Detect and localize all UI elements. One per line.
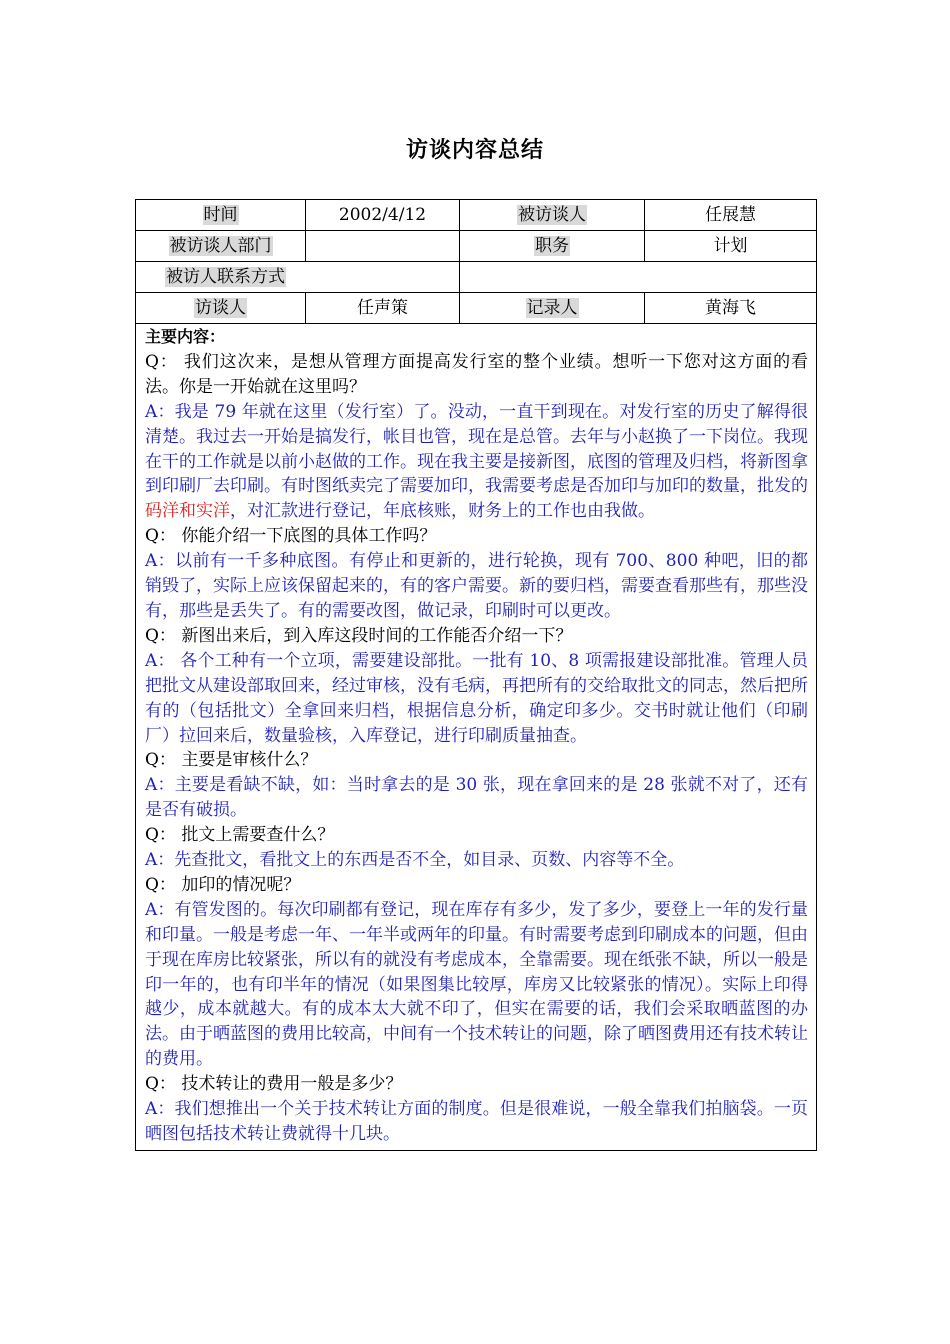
time-value: 2002/4/12 [306, 200, 460, 231]
answer-1-highlight: 码洋和实洋 [145, 501, 230, 522]
answer-1 [145, 400, 808, 525]
interviewee-value: 任展慧 [645, 200, 817, 231]
question-4: Q： 主要是审核什么？ [145, 750, 318, 771]
answer-3: A： 各个工种有一个立项，需要建设部批。一批有 10、8 项需报建设部批准。管理人员把批文从建设部取回来，经过审核，没有毛病，再把所有的交给取批文的同志，然后把所有的（包括批文）全拿回来归档，根据信息分析，确定印多少。交书时就让他们（印刷厂）拉回来后，数量验核，入库登记，进行印刷质量抽查。 [145, 650, 808, 746]
interviewer-label-cell [136, 293, 306, 324]
contact-value [460, 262, 817, 293]
page-title: 访谈内容总结 [405, 138, 544, 163]
position-label-cell [460, 231, 645, 262]
interviewer-label: 访谈人 [195, 298, 246, 318]
interviewee-label: 被访谈人 [518, 205, 586, 225]
answer-7: A：我们想推出一个关于技术转让方面的制度。但是很难说，一般全靠我们拍脑袋。一页晒图包括技术转让费就得十几块。 [145, 1099, 808, 1144]
time-label: 时间 [203, 205, 238, 225]
answer-1-text-end: ，对汇款进行登记，年底核账，财务上的工作也由我做。 [230, 501, 655, 522]
answer-4: A：主要是看缺不缺，如：当时拿去的是 30 张，现在拿回来的是 28 张就不对了，还有是否有破损。 [145, 775, 808, 821]
table-row [136, 324, 817, 1151]
answer-6: A：有管发图的。每次印刷都有登记，现在库存有多少，发了多少，要登上一年的发行量和印量。一般是考虑一年、一年半或两年的印量。有时需要考虑到印刷成本的问题，但由于现在库房比较紧张，所以有的就没有考虑成本，全靠需要。现在纸张不缺，所以一般是印一年的，也有印半年的情况（如果图集比较厚，库房又比较紧张的情况）。实际上印得越少，成本就越大。有的成本太大就不印了，但实在需要的话，我们会采取晒蓝图的办法。由于晒蓝图的费用比较高，中间有一个技术转让的问题，除了晒图费用还有技术转让的费用。 [145, 899, 808, 1070]
answer-1-text: A：我是 79 年就在这里（发行室）了。没动，一直干到现在。对发行室的历史了解得很清楚。我过去一开始是搞发行，帐目也管，现在是总管。去年与小赵换了一下岗位。我现在干的工作就是以前小赵做的工作。现在我主要是接新图，底图的管理及归档，将新图拿到印刷厂去印刷。有时图纸卖完了需要加印，我需要考虑是否加印与加印的数量，批发的 [145, 401, 808, 497]
question-1: Q： 我们这次来，是想从管理方面提高发行室的整个业绩。想听一下您对这方面的看法。你是一开始就在这里吗？ [145, 351, 808, 397]
answer-2: A：以前有一千多种底图。有停止和更新的，进行轮换，现有 700、800 种吧，旧的都销毁了，实际上应该保留起来的，有的客户需要。新的要归档，需要查看那些有，那些没有，那些是丢失了。有的需要改图，做记录，印刷时可以更改。 [145, 551, 808, 621]
position-value: 计划 [645, 231, 817, 262]
question-2: Q： 你能介绍一下底图的具体工作吗？ [145, 526, 437, 547]
table-row [136, 200, 817, 231]
recorder-label-cell [460, 293, 645, 324]
dept-label-cell [136, 231, 306, 262]
question-3: Q： 新图出来后，到入库这段时间的工作能否介绍一下？ [145, 625, 573, 646]
question-6: Q： 加印的情况呢？ [145, 874, 301, 895]
contact-label: 被访人联系方式 [166, 267, 285, 287]
interviewer-value: 任声策 [306, 293, 460, 324]
question-5: Q： 批文上需要查什么？ [145, 825, 335, 846]
interviewee-label-cell [460, 200, 645, 231]
recorder-value: 黄海飞 [645, 293, 817, 324]
dept-label: 被访谈人部门 [169, 236, 272, 256]
content-heading: 主要内容： [145, 327, 226, 346]
question-7: Q： 技术转让的费用一般是多少？ [145, 1074, 403, 1095]
table-row [136, 262, 817, 293]
table-row [136, 293, 817, 324]
main-content-cell [136, 324, 817, 1151]
interview-summary-table [135, 199, 817, 1151]
table-row [136, 231, 817, 262]
contact-label-cell [136, 262, 460, 293]
recorder-label: 记录人 [526, 298, 578, 318]
position-label: 职务 [535, 236, 569, 256]
answer-5: A：先查批文，看批文上的东西是否不全，如目录、页数、内容等不全。 [145, 850, 685, 871]
time-label-cell [136, 200, 306, 231]
dept-value [306, 231, 460, 262]
